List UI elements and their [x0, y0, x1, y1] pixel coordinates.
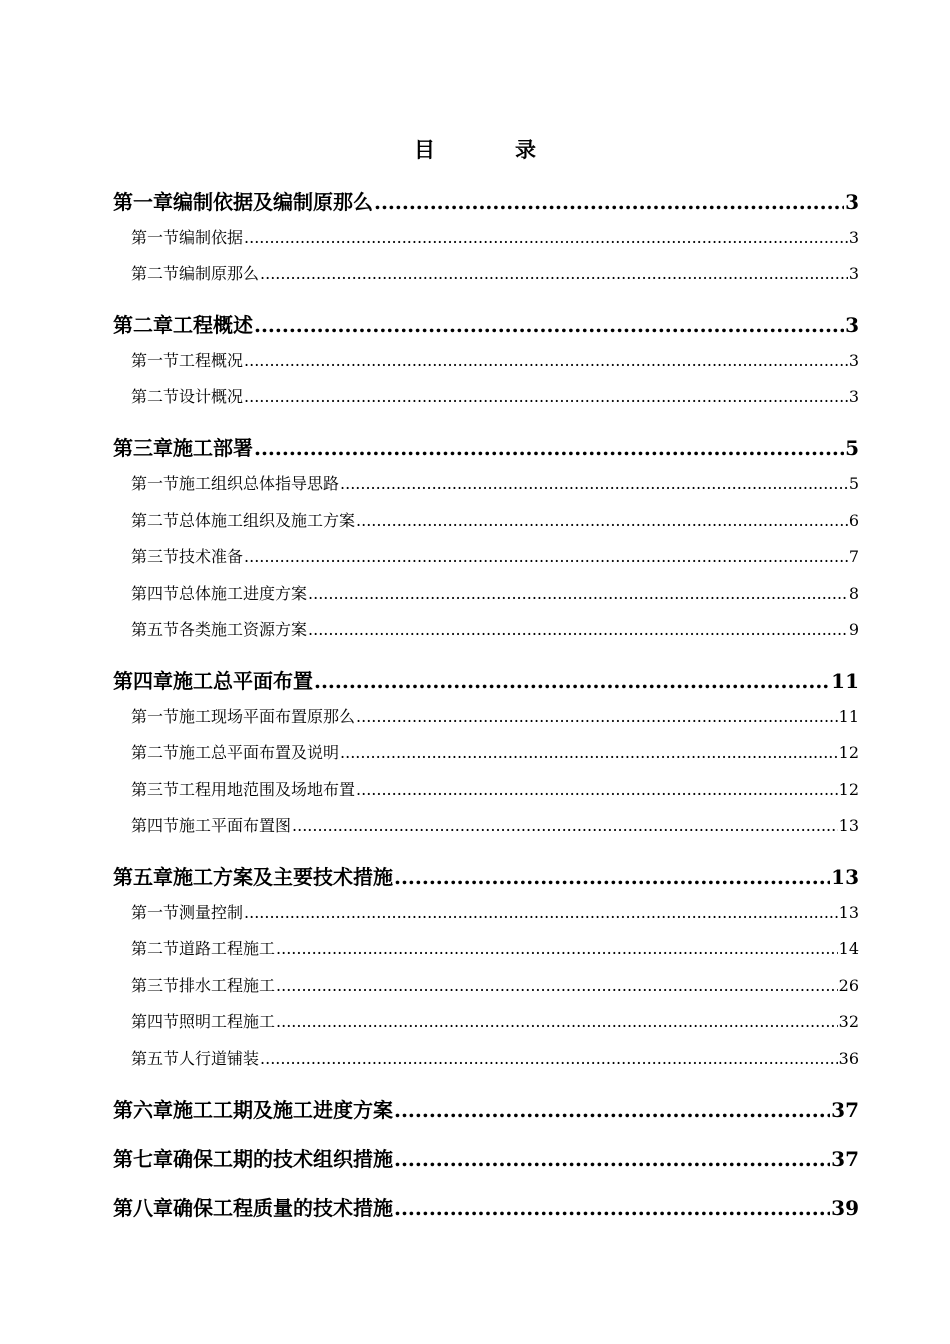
toc-page-number: 3: [848, 264, 859, 283]
toc-title: 工程概述: [173, 313, 253, 337]
toc-title: 施工方案及主要技术措施: [173, 865, 393, 889]
toc-page-number: 13: [838, 903, 859, 922]
toc-section[interactable]: [113, 936, 859, 959]
toc-leader: [340, 743, 838, 762]
toc-title: 排水工程施工: [179, 976, 276, 995]
toc-page-number: 11: [831, 669, 859, 693]
toc-title: 确保工期的技术组织措施: [173, 1147, 393, 1171]
toc-number: 第一节: [131, 903, 180, 922]
toc-section[interactable]: [113, 617, 859, 640]
toc-title: 施工总平面布置: [173, 669, 313, 693]
toc-leader: [254, 436, 844, 460]
toc-section[interactable]: [113, 740, 859, 763]
toc-page-number: 37: [831, 1147, 859, 1171]
toc-number: 第五章: [113, 865, 173, 889]
toc-title: 施工现场平面布置原那么: [179, 707, 356, 726]
toc-section[interactable]: [113, 225, 859, 248]
toc-section[interactable]: [113, 704, 859, 727]
toc-leader: [260, 264, 848, 283]
toc-number: 第五节: [131, 620, 180, 639]
toc-section[interactable]: [113, 581, 859, 604]
toc-leader: [356, 780, 838, 799]
toc-number: 第四节: [131, 1012, 180, 1031]
toc-number: 第一节: [131, 351, 180, 370]
toc-page-number: 14: [838, 939, 859, 958]
toc-number: 第三节: [131, 976, 180, 995]
toc-leader: [254, 313, 844, 337]
toc-title: 技术准备: [179, 547, 244, 566]
toc-number: 第四节: [131, 584, 180, 603]
toc-leader: [308, 620, 848, 639]
toc-page-number: 13: [838, 816, 859, 835]
toc-leader: [244, 351, 848, 370]
toc-chapter-1[interactable]: [113, 186, 859, 215]
toc-section[interactable]: [113, 973, 859, 996]
toc-number: 第五节: [131, 1049, 180, 1068]
toc-title: 工程概况: [179, 351, 244, 370]
toc-chapter-2[interactable]: [113, 309, 859, 338]
toc-page-number: 36: [838, 1049, 859, 1068]
page-title-part-2: 录: [515, 137, 536, 162]
toc-page-number: 12: [838, 743, 859, 762]
toc-number: 第二节: [131, 264, 180, 283]
toc-title: 测量控制: [179, 903, 244, 922]
toc-section[interactable]: [113, 348, 859, 371]
toc-leader: [276, 1012, 838, 1031]
toc-page-number: 5: [848, 474, 859, 493]
toc-number: 第一节: [131, 474, 180, 493]
toc-page-number: 3: [845, 313, 859, 337]
toc-number: 第六章: [113, 1098, 173, 1122]
toc-page-number: 12: [838, 780, 859, 799]
toc-page-number: 39: [831, 1196, 859, 1220]
toc-section[interactable]: [113, 1009, 859, 1032]
toc-title: 人行道铺装: [179, 1049, 260, 1068]
toc-title: 施工部署: [173, 436, 253, 460]
toc-title: 照明工程施工: [179, 1012, 276, 1031]
toc-number: 第三节: [131, 780, 180, 799]
toc-number: 第一章: [113, 190, 173, 214]
toc-leader: [260, 1049, 838, 1068]
toc-title: 设计概况: [179, 387, 244, 406]
toc-leader: [244, 387, 848, 406]
toc-number: 第一节: [131, 228, 180, 247]
toc-number: 第七章: [113, 1147, 173, 1171]
toc-section[interactable]: [113, 384, 859, 407]
toc-leader: [308, 584, 848, 603]
toc-number: 第二节: [131, 743, 180, 762]
page-title-part-1: 目: [414, 137, 435, 162]
toc-section[interactable]: [113, 508, 859, 531]
toc-section[interactable]: [113, 471, 859, 494]
toc-title: 编制依据及编制原那么: [173, 190, 373, 214]
toc-number: 第三章: [113, 436, 173, 460]
toc-number: 第一节: [131, 707, 180, 726]
toc-page-number: 3: [848, 387, 859, 406]
toc-page-number: 26: [838, 976, 859, 995]
toc-leader: [314, 669, 830, 693]
toc-section[interactable]: [113, 261, 859, 284]
toc-section[interactable]: [113, 900, 859, 923]
toc-number: 第四章: [113, 669, 173, 693]
toc-number: 第二章: [113, 313, 173, 337]
toc-page-number: 32: [838, 1012, 859, 1031]
toc-page-number: 6: [848, 511, 859, 530]
toc-page-number: 37: [831, 1098, 859, 1122]
toc-leader: [394, 865, 830, 889]
toc-title: 施工平面布置图: [179, 816, 292, 835]
toc-page-number: 8: [848, 584, 859, 603]
toc-title: 施工工期及施工进度方案: [173, 1098, 393, 1122]
page-title: [0, 134, 950, 164]
toc-title: 编制原那么: [179, 264, 260, 283]
toc-page-number: 3: [845, 190, 859, 214]
toc-number: 第四节: [131, 816, 180, 835]
toc-chapter-3[interactable]: [113, 432, 859, 461]
toc-number: 第三节: [131, 547, 180, 566]
toc-title: 施工组织总体指导思路: [179, 474, 340, 493]
toc-chapter-6[interactable]: [113, 1094, 859, 1123]
toc-chapter-5[interactable]: [113, 861, 859, 890]
toc-number: 第二节: [131, 511, 180, 530]
toc-leader: [244, 228, 848, 247]
toc-title: 施工总平面布置及说明: [179, 743, 340, 762]
toc-leader: [394, 1098, 830, 1122]
toc-section[interactable]: [113, 777, 859, 800]
toc-page-number: 5: [845, 436, 859, 460]
toc-leader: [356, 707, 838, 726]
toc-page-number: 13: [831, 865, 859, 889]
toc-section[interactable]: [113, 544, 859, 567]
toc-page-number: 3: [848, 228, 859, 247]
toc-leader: [340, 474, 848, 493]
toc-leader: [244, 547, 848, 566]
toc-leader: [244, 903, 838, 922]
toc-page-number: 9: [848, 620, 859, 639]
toc-leader: [276, 976, 838, 995]
toc-leader: [394, 1196, 830, 1220]
toc-title: 工程用地范围及场地布置: [179, 780, 356, 799]
toc-leader: [292, 816, 838, 835]
toc-leader: [276, 939, 838, 958]
toc-title: 确保工程质量的技术措施: [173, 1196, 393, 1220]
toc-page-number: 11: [838, 707, 859, 726]
toc-title: 总体施工进度方案: [179, 584, 308, 603]
toc-leader: [394, 1147, 830, 1171]
toc-chapter-4[interactable]: [113, 665, 859, 694]
toc-leader: [374, 190, 844, 214]
toc-number: 第八章: [113, 1196, 173, 1220]
toc-number: 第二节: [131, 939, 180, 958]
toc-page-number: 3: [848, 351, 859, 370]
toc-leader: [356, 511, 848, 530]
toc-title: 各类施工资源方案: [179, 620, 308, 639]
toc-title: 总体施工组织及施工方案: [179, 511, 356, 530]
toc-title: 编制依据: [179, 228, 244, 247]
toc-page-number: 7: [848, 547, 859, 566]
toc-chapter-8[interactable]: [113, 1192, 859, 1221]
toc-title: 道路工程施工: [179, 939, 276, 958]
toc-section[interactable]: [113, 1046, 859, 1069]
toc-chapter-7[interactable]: [113, 1143, 859, 1172]
toc-number: 第二节: [131, 387, 180, 406]
toc-section[interactable]: [113, 813, 859, 836]
